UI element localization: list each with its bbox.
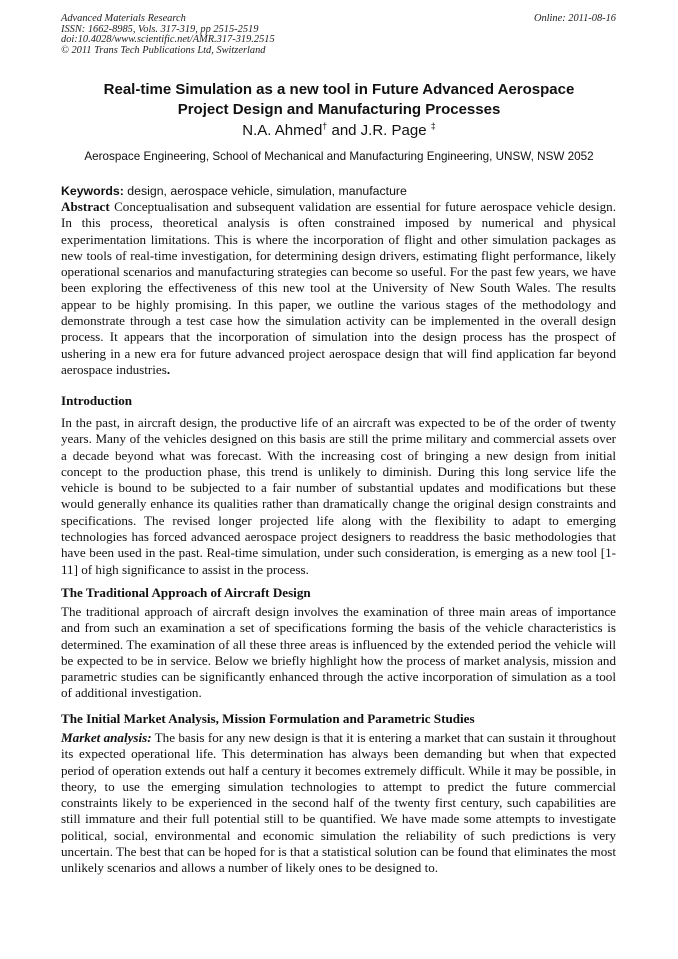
abstract: [61, 199, 616, 378]
section-text-traditional: The traditional approach of aircraft design involves the examination of three main areas of importance and from such an examination a set of specifications forming the basis of the vehicle characteristics is determined. The examination of all these three areas is influenced by the extended period the vehicle will be expected to be in service. Below we briefly highlight how the process of market analysis, mission and parametric studies can be significantly enhanced through the active incorporation of simulation as a tool of additional investigation.: [61, 604, 616, 701]
journal-header: [61, 14, 275, 56]
keywords-list: design, aerospace vehicle, simulation, manufacture: [123, 184, 407, 198]
market-analysis-label: Market analysis:: [61, 730, 152, 745]
journal-doi: doi:10.4028/www.scientific.net/AMR.317-319.2515: [61, 34, 275, 46]
author-1: N.A. Ahmed: [242, 122, 323, 139]
journal-name: Advanced Materials Research: [61, 13, 186, 24]
author-2-mark: ‡: [430, 121, 436, 131]
section-text-introduction: In the past, in aircraft design, the productive life of an aircraft was expected to be of the order of twenty years. Many of the vehicles designed on this basis are still the prime military and commercial assets over a decade beyond what was forecast. With the increasing cost of bringing a new design from initial concept to the production phase, this trend is unlikely to diminish. During this long service life the vehicle is bound to be subjected to a fair number of substantial updates and modifications but these would generally enhance its qualities rather than dramatically change the original design constraints and specifications. The revised longer projected life along with the flexibility to adapt to emerging technologies has forced advanced aerospace project designers to readdress the basic methodologies that have been used in the past. Real-time simulation, under such consideration, is emerging as a new tool [1-11] of high significance to assist in the process.: [61, 415, 616, 577]
section-heading-introduction: Introduction: [61, 393, 133, 408]
abstract-text: Conceptualisation and subsequent validation are essential for future aerospace vehicle design. In this process, theoretical analysis is often constrained imposed by numerical and physical experimentation limitations. This is where the incorporation of flight and other simulation packages as new tools of real-time investigation, for determining design drivers, estimating flight performance, likely operational scenarios and manufacturing strategies can become so useful. For the past few years, we have been exploring the effectiveness of this new tool at the University of New South Wales. The results appear to be highly promising. In this paper, we outline the various stages of the methodology and demonstrate through a test case how the simulation activity can be implemented in the overall design process. It appears that the incorporation of simulation into the design process has the prospect of ushering in a new era for future advanced project aerospace design that will find application far beyond aerospace industries: [61, 199, 616, 377]
affiliation: Aerospace Engineering, School of Mechanical and Manufacturing Engineering, UNSW, NSW 2052: [84, 150, 594, 163]
paper-title-line-2: Project Design and Manufacturing Processes: [177, 100, 501, 118]
abstract-label: Abstract: [61, 199, 110, 214]
keywords: [61, 184, 407, 199]
online-date: Online: 2011-08-16: [533, 13, 616, 24]
paper-title-line-1: Real-time Simulation as a new tool in Future Advanced Aerospace: [103, 81, 575, 98]
market-analysis-text: The basis for any new design is that it is entering a market that can sustain it throughout its expected operational life. This determination has always been demanding but when that expected period of operation extends out half a century it becomes extremely difficult. While it may be possible, in theory, to use the emerging simulation technologies to attempt to predict the future commercial constraints likely to be experienced in the second half of the twenty first century, such capabilities are still immature and their full potential still to be quantified. We have made some attempts to investigate political, social, environmental and economic simulation the reliability of such predictions is very uncertain. The best that can be hoped for is that a statistical solution can be found that eliminates the most unlikely scenarios and allows a number of likely ones to be designed to.: [61, 730, 616, 876]
section-heading-market: The Initial Market Analysis, Mission Formulation and Parametric Studies: [61, 711, 475, 726]
paper-title: [40, 80, 638, 119]
abstract-end: .: [166, 361, 171, 377]
author-1-mark: †: [322, 121, 328, 131]
journal-copyright: © 2011 Trans Tech Publications Ltd, Switzerland: [61, 44, 266, 56]
author-2: and J.R. Page: [327, 122, 431, 139]
section-heading-traditional: The Traditional Approach of Aircraft Design: [61, 585, 311, 600]
keywords-label: Keywords:: [61, 184, 124, 198]
authors: [40, 122, 638, 140]
section-text-market: [61, 730, 616, 877]
journal-issn: ISSN: 1662-8985, Vols. 317-319, pp 2515-2519: [61, 23, 259, 35]
